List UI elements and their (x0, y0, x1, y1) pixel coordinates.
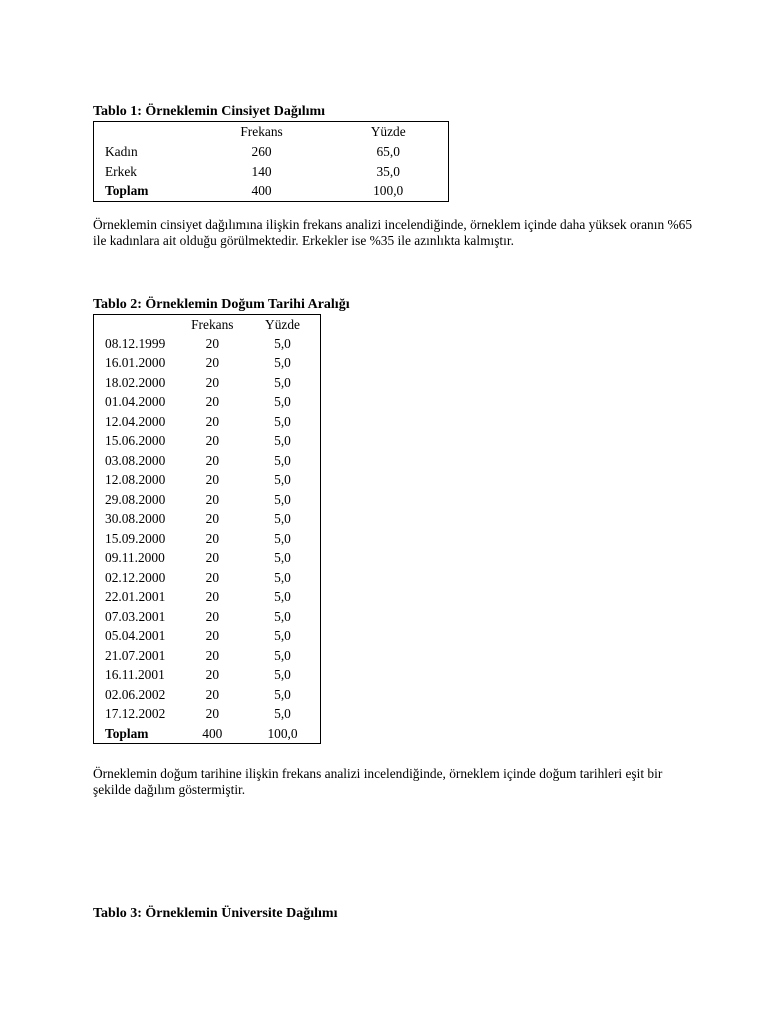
cell-frekans: 20 (205, 511, 220, 527)
row-label: 17.12.2002 (105, 706, 166, 722)
table-row (94, 490, 321, 510)
header-empty-cell (94, 122, 195, 142)
table-row (94, 607, 321, 627)
row-label: 07.03.2001 (105, 608, 166, 624)
row-label: 02.06.2002 (105, 686, 166, 702)
table-header-row (94, 122, 449, 142)
row-label: 03.08.2000 (105, 452, 166, 468)
cell-yuzde: 5,0 (274, 413, 291, 429)
table-total-row (94, 724, 321, 744)
cell-frekans: 20 (205, 647, 220, 663)
row-label: 15.06.2000 (105, 433, 166, 449)
row-label: 01.04.2000 (105, 394, 166, 410)
cell-yuzde: 5,0 (274, 608, 291, 624)
table-row (94, 393, 321, 413)
cell-yuzde: 35,0 (376, 163, 400, 179)
header-frekans: Frekans (191, 316, 234, 332)
row-label: 02.12.2000 (105, 569, 166, 585)
cell-frekans: 20 (205, 413, 220, 429)
table-row (94, 646, 321, 666)
table-row (94, 373, 321, 393)
cell-frekans: 400 (202, 725, 223, 741)
table-row (94, 510, 321, 530)
cell-yuzde: 5,0 (274, 530, 291, 546)
row-label: 08.12.1999 (105, 335, 166, 351)
table-row (94, 354, 321, 374)
table3-caption: Tablo 3: Örneklemin Üniversite Dağılımı (93, 906, 338, 921)
row-label: 16.11.2001 (105, 667, 165, 683)
cell-yuzde: 5,0 (274, 686, 291, 702)
row-label: 12.04.2000 (105, 413, 166, 429)
table-row (94, 588, 321, 608)
table1-body (94, 122, 449, 202)
paragraph-gender-analysis: Örneklemin cinsiyet dağılımına ilişkin frekans analizi incelendiğinde, örneklem içinde daha yüksek oranın %65 ile kadınlara ait olduğu görülmektedir. Erkekler ise %35 ile azınlıkta kalmıştır. (93, 217, 693, 248)
row-label: 16.01.2000 (105, 355, 166, 371)
cell-yuzde: 5,0 (274, 511, 291, 527)
table-row (94, 162, 449, 182)
cell-frekans: 400 (251, 183, 272, 199)
table-row (94, 334, 321, 354)
cell-frekans: 140 (251, 163, 272, 179)
table-row (94, 549, 321, 569)
header-yuzde: Yüzde (265, 316, 300, 332)
cell-frekans: 20 (205, 550, 220, 566)
cell-yuzde: 65,0 (376, 143, 400, 159)
header-frekans: Frekans (240, 123, 283, 139)
cell-frekans: 20 (205, 589, 220, 605)
cell-yuzde: 5,0 (274, 550, 291, 566)
table-total-row (94, 182, 449, 202)
cell-yuzde: 5,0 (274, 628, 291, 644)
table-row (94, 412, 321, 432)
cell-frekans: 260 (251, 143, 272, 159)
cell-yuzde: 100,0 (373, 183, 404, 199)
table-row (94, 432, 321, 452)
cell-yuzde: 5,0 (274, 394, 291, 410)
cell-frekans: 20 (205, 374, 220, 390)
row-label: 09.11.2000 (105, 550, 165, 566)
cell-frekans: 20 (205, 472, 220, 488)
row-label: Toplam (105, 183, 149, 199)
table-row (94, 666, 321, 686)
row-label: 30.08.2000 (105, 511, 166, 527)
gender-distribution-table (93, 121, 449, 202)
cell-frekans: 20 (205, 667, 220, 683)
cell-yuzde: 5,0 (274, 569, 291, 585)
cell-frekans: 20 (205, 628, 220, 644)
cell-frekans: 20 (205, 433, 220, 449)
cell-frekans: 20 (205, 452, 220, 468)
row-label: 21.07.2001 (105, 647, 166, 663)
table-row (94, 529, 321, 549)
cell-frekans: 20 (205, 335, 220, 351)
table2-body (94, 315, 321, 744)
table-row (94, 451, 321, 471)
cell-yuzde: 5,0 (274, 355, 291, 371)
header-empty-cell (94, 315, 180, 335)
paragraph-birthdate-analysis: Örneklemin doğum tarihine ilişkin frekans analizi incelendiğinde, örneklem içinde doğum tarihleri eşit bir şekilde dağılım göstermiştir. (93, 766, 663, 797)
table-row (94, 685, 321, 705)
row-label: Toplam (105, 725, 149, 741)
cell-frekans: 20 (205, 394, 220, 410)
row-label: 05.04.2001 (105, 628, 166, 644)
cell-frekans: 20 (205, 706, 220, 722)
cell-yuzde: 5,0 (274, 472, 291, 488)
table-header-row (94, 315, 321, 335)
cell-yuzde: 5,0 (274, 589, 291, 605)
table1-caption: Tablo 1: Örneklemin Cinsiyet Dağılımı (93, 104, 326, 119)
row-label: Erkek (105, 163, 137, 179)
cell-yuzde: 5,0 (274, 335, 291, 351)
cell-yuzde: 5,0 (274, 706, 291, 722)
row-label: 12.08.2000 (105, 472, 166, 488)
row-label: 18.02.2000 (105, 374, 166, 390)
table-row (94, 471, 321, 491)
row-label: 15.09.2000 (105, 530, 166, 546)
cell-yuzde: 5,0 (274, 647, 291, 663)
row-label: 29.08.2000 (105, 491, 166, 507)
cell-yuzde: 5,0 (274, 374, 291, 390)
cell-yuzde: 5,0 (274, 491, 291, 507)
birthdate-distribution-table (93, 314, 321, 744)
row-label: Kadın (105, 143, 138, 159)
cell-yuzde: 5,0 (274, 433, 291, 449)
table-row (94, 705, 321, 725)
cell-frekans: 20 (205, 686, 220, 702)
table-row (94, 568, 321, 588)
cell-frekans: 20 (205, 355, 220, 371)
cell-yuzde: 100,0 (267, 725, 298, 741)
row-label: 22.01.2001 (105, 589, 166, 605)
cell-yuzde: 5,0 (274, 452, 291, 468)
table2-caption: Tablo 2: Örneklemin Doğum Tarihi Aralığı (93, 297, 350, 312)
header-yuzde: Yüzde (370, 123, 406, 139)
cell-frekans: 20 (205, 569, 220, 585)
cell-yuzde: 5,0 (274, 667, 291, 683)
cell-frekans: 20 (205, 530, 220, 546)
cell-frekans: 20 (205, 608, 220, 624)
table-row (94, 627, 321, 647)
table-row (94, 142, 449, 162)
cell-frekans: 20 (205, 491, 220, 507)
